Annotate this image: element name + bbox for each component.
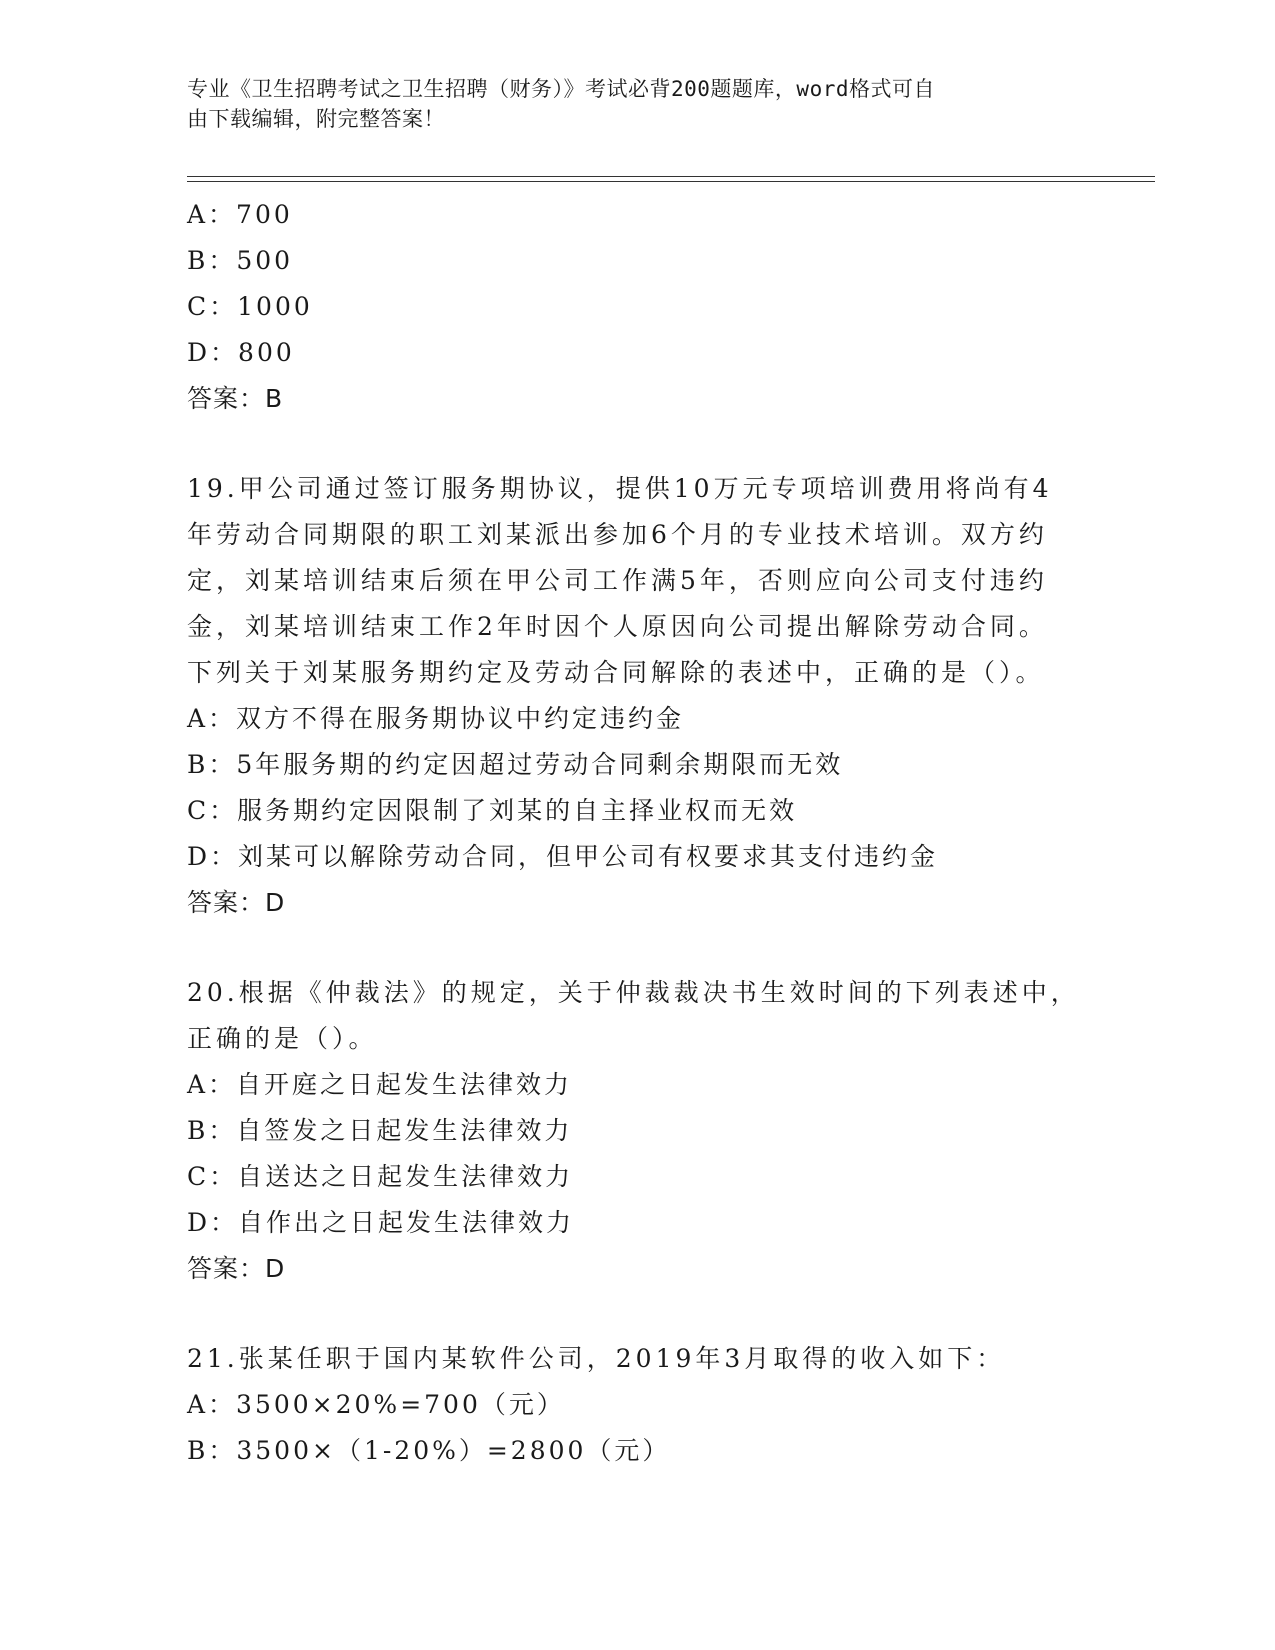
question-text-line: 金，刘某培训结束工作2年时因个人原因向公司提出解除劳动合同。	[187, 612, 1048, 641]
option-c: C：自送达之日起发生法律效力	[187, 1162, 574, 1191]
question-text-line: 正确的是（）。	[187, 1024, 378, 1053]
option-a: A：自开庭之日起发生法律效力	[187, 1070, 573, 1099]
document-header	[187, 74, 1067, 134]
header-divider-bottom	[187, 181, 1155, 182]
question-18	[187, 192, 1087, 422]
option-c: C：服务期约定因限制了刘某的自主择业权而无效	[187, 796, 798, 825]
option-b: B：3500×（1-20%）=2800（元）	[187, 1436, 671, 1465]
option-a: A：3500×20%=700（元）	[187, 1390, 565, 1419]
question-list	[187, 192, 1087, 1474]
option-a: A：双方不得在服务期协议中约定违约金	[187, 704, 685, 733]
spacer	[187, 422, 1087, 466]
spacer	[187, 1292, 1087, 1336]
option-d: D：自作出之日起发生法律效力	[187, 1208, 575, 1237]
option-d: D：800	[187, 338, 295, 367]
option-d: D：刘某可以解除劳动合同，但甲公司有权要求其支付违约金	[187, 842, 939, 871]
option-a: A：700	[187, 200, 293, 229]
option-b: B：500	[187, 246, 294, 275]
answer: 答案：B	[187, 384, 284, 413]
option-c: C：1000	[187, 292, 313, 321]
answer: 答案：D	[187, 888, 286, 917]
answer: 答案：D	[187, 1254, 286, 1283]
header-line-2: 由下载编辑，附完整答案！	[187, 107, 445, 131]
question-text-line: 年劳动合同期限的职工刘某派出参加6个月的专业技术培训。双方约	[187, 520, 1048, 549]
question-19	[187, 466, 1087, 926]
option-b: B：自签发之日起发生法律效力	[187, 1116, 573, 1145]
question-text-line: 下列关于刘某服务期约定及劳动合同解除的表述中，正确的是（）。	[187, 658, 1045, 687]
question-text-line: 21.张某任职于国内某软件公司，2019年3月取得的收入如下：	[187, 1344, 1006, 1373]
spacer	[187, 926, 1087, 970]
question-text-line: 20.根据《仲裁法》的规定，关于仲裁裁决书生效时间的下列表述中，	[187, 978, 1080, 1007]
header-line-1: 专业《卫生招聘考试之卫生招聘（财务）》考试必背200题题库，word格式可自	[187, 77, 935, 101]
header-divider-top	[187, 176, 1155, 177]
option-b: B：5年服务期的约定因超过劳动合同剩余期限而无效	[187, 750, 844, 779]
question-text-line: 定，刘某培训结束后须在甲公司工作满5年，否则应向公司支付违约	[187, 566, 1048, 595]
question-20	[187, 970, 1087, 1292]
question-21	[187, 1336, 1087, 1474]
question-text-line: 19.甲公司通过签订服务期协议，提供10万元专项培训费用将尚有4	[187, 474, 1053, 503]
